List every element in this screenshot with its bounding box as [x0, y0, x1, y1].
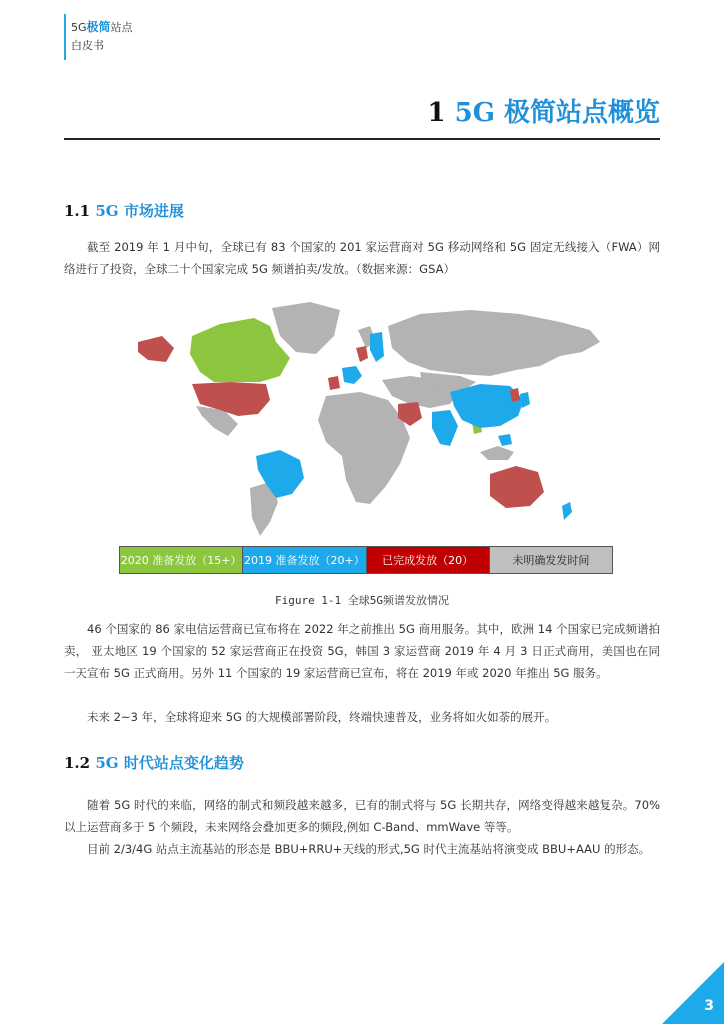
header-subtitle: 白皮书: [71, 39, 104, 52]
section-1-title: 5G 市场进展: [95, 202, 184, 220]
section-2-number: 1.2: [64, 754, 91, 772]
section-1-heading: [64, 200, 184, 221]
map-legend: [119, 546, 613, 574]
section-1-paragraph-3: 未来 2~3 年，全球将迎来 5G 的大规模部署阶段，终端快速普及，业务将如火如荼的展开。: [87, 710, 557, 724]
section-2-paragraph-1: 随着 5G 时代的来临，网络的制式和频段越来越多，已有的制式将与 5G 长期共存，网络变得越来越复杂。70%以上运营商多于 5 个频段，未来网络会叠加更多的频段,例如 C-Band、mmWave 等等。: [64, 798, 660, 834]
header-brand-highlight: 极简: [86, 20, 111, 34]
section-2-title: 5G 时代站点变化趋势: [95, 754, 244, 772]
page-corner-triangle: [662, 962, 724, 1024]
legend-item-completed-label: 已完成发放（20）: [382, 554, 474, 567]
page-number: 3: [704, 998, 714, 1014]
header-prefix: 5G: [71, 21, 87, 34]
figure-caption: Figure 1-1 全球5G频谱发放情况: [274, 594, 450, 607]
section-1-paragraph-1: 截至 2019 年 1 月中旬，全球已有 83 个国家的 201 家运营商对 5G 移动网络和 5G 固定无线接入（FWA）网络进行了投资，全球二十个国家完成 5G 频谱拍卖/发放。（数据来源：GSA）: [64, 240, 660, 276]
header-brand: [71, 18, 133, 35]
legend-item-unspecified: [490, 547, 612, 573]
section-2-heading: [64, 752, 244, 773]
legend-item-completed: [367, 547, 490, 573]
chapter-rule: [64, 138, 660, 140]
section-1-number: 1.1: [64, 202, 91, 220]
section-1-paragraph-2: 46 个国家的 86 家电信运营商已宣布将在 2022 年之前推出 5G 商用服务。其中，欧洲 14 个国家已完成频谱拍卖， 亚太地区 19 个国家的 52 家运营商正在投资 5G，韩国 3 家运营商 2019 年 4 月 3 日正式商用，美国也在同一天宣布 5G 正式商用。另外 11 个国家的 19 家运营商已宣布，将在 2019 年或 2020 年推出 5G 服务。: [64, 622, 660, 680]
section-2-paragraph-2: 目前 2/3/4G 站点主流基站的形态是 BBU+RRU+天线的形式,5G 时代主流基站将演变成 BBU+AAU 的形态。: [87, 842, 651, 856]
legend-item-2019: [243, 547, 366, 573]
header-suffix: 站点: [110, 21, 133, 34]
world-map-figure: [120, 296, 620, 542]
header-accent-bar: [64, 14, 66, 60]
legend-item-unspecified-label: 未明确发发时间: [512, 554, 590, 567]
legend-item-2019-label: 2019 准备发放（20+）: [244, 554, 365, 567]
chapter-title-text: 5G 极简站点概览: [454, 98, 660, 128]
legend-item-2020-label: 2020 准备发放（15+）: [120, 554, 242, 567]
legend-item-2020: [120, 547, 243, 573]
chapter-title: [427, 92, 660, 129]
chapter-number: 1: [427, 98, 446, 128]
